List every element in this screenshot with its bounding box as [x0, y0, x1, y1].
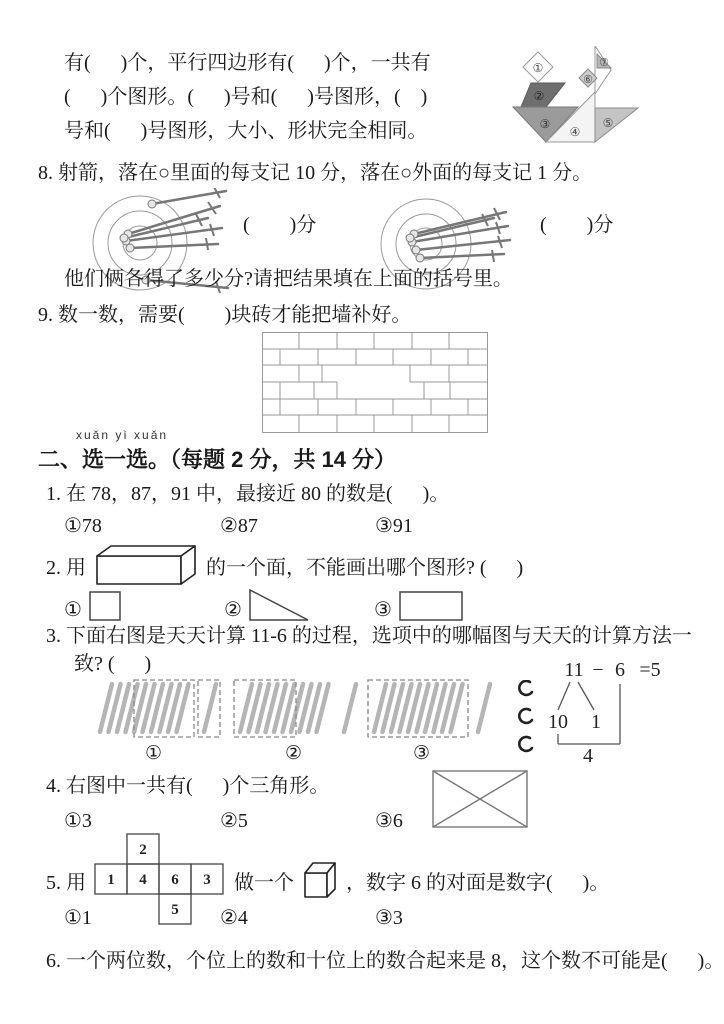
q2-options [64, 588, 464, 622]
rectangle-with-diagonals-image [432, 770, 528, 828]
q6-text: 6. 一个两位数，个位上的数和十位上的数合起来是 8，这个数不可能是( )。 [46, 950, 724, 972]
q4-option-2: ②5 [220, 810, 248, 832]
q1-option-3: ③91 [375, 515, 413, 537]
bond-minus-sign: − [592, 659, 604, 681]
sticks [240, 684, 356, 732]
q2-option-2-label: ② [224, 599, 242, 621]
tangram-label-6: ⑥ [583, 74, 593, 86]
q2-text-suffix: 的一个面，不能画出哪个图形? ( ) [206, 556, 524, 579]
sticks-option-3-label: ③ [413, 743, 431, 764]
bond-subtrahend: 6 [615, 659, 625, 681]
q2-option-1-label: ① [64, 599, 82, 621]
q5-option-1: ①1 [64, 907, 92, 929]
q1-text: 1. 在 78，87，91 中，最接近 80 的数是( )。 [46, 483, 450, 505]
tangram-figure [508, 46, 642, 148]
rectangle-shape [398, 590, 464, 622]
cube-icon [302, 860, 338, 900]
cuboid-icon [94, 543, 198, 587]
q2-option-3-label: ③ [374, 599, 392, 621]
arrows-right [410, 212, 510, 258]
q8-text: 8. 射箭，落在○里面的每支记 10 分，落在○外面的每支记 1 分。 [38, 162, 593, 184]
tangram-label-3: ③ [539, 117, 551, 131]
q2-option-3 [374, 588, 464, 622]
q2-option-1 [64, 588, 224, 622]
tangram-label-5: ⑤ [602, 116, 614, 130]
sticks-option-3-image [366, 678, 496, 740]
tangram-label-7: ⑦ [599, 57, 609, 69]
q3-text-line1: 3. 下面右图是天天计算 11-6 的过程，选项中的哪幅图与天天的计算方法一 [46, 625, 692, 647]
question-7-continuation [64, 46, 431, 148]
net-cell-4: 3 [203, 872, 211, 888]
q7-line-3: 号和( )号图形，大小、形状完全相同。 [64, 120, 428, 142]
q5-option-2: ②4 [220, 907, 248, 929]
bond-result-four: 4 [583, 745, 593, 767]
q7-line-2: ( )个图形。( )号和( )号图形，( ) [64, 86, 428, 108]
tangram-head [595, 46, 611, 94]
q9-text: 9. 数一数，需要( )块砖才能把墙补好。 [38, 304, 412, 326]
q4-option-3: ③6 [375, 810, 403, 832]
q4-option-1: ①3 [64, 810, 92, 832]
tangram-label-4: ④ [569, 125, 581, 139]
sticks-option-2-label: ② [285, 743, 303, 764]
tangram-label-1: ① [532, 61, 544, 75]
net-cell-1: 1 [107, 872, 115, 888]
right-triangle-shape [248, 588, 310, 622]
q2-option-2 [224, 588, 374, 622]
number-bond-diagram [538, 656, 688, 768]
section2-pinyin: xuǎn yì xuǎn [76, 428, 169, 442]
q4-text: 4. 右图中一共有( )个三角形。 [46, 775, 330, 797]
tangram-label-2: ② [533, 89, 545, 103]
bond-minuend: 11 [564, 659, 584, 681]
score-blank-right: ( )分 [540, 214, 614, 236]
q7-line-1: 有( )个，平行四边形有( )个，一共有 [64, 52, 431, 74]
net-cell-top: 2 [139, 842, 147, 858]
target-ring-middle [396, 214, 456, 274]
q1-option-1: ①78 [64, 515, 102, 537]
brick-wall-image [262, 332, 488, 433]
sticks-option-1-label: ① [145, 743, 163, 764]
q1-option-2: ②87 [220, 515, 258, 537]
sticks-option-1-image [92, 678, 222, 740]
section2-title: 二、选一选。（每题 2 分，共 14 分） [38, 447, 397, 472]
q5-options [64, 905, 403, 930]
bond-part-one: 1 [591, 711, 601, 733]
square-shape [88, 590, 122, 622]
sticks [374, 684, 490, 732]
net-cell-3: 6 [171, 872, 179, 888]
q5-option-3: ③3 [375, 907, 403, 929]
q1-options [64, 513, 413, 538]
q3-text-line2: 致? ( ) [74, 653, 152, 675]
q5-text-mid: 做一个 [234, 871, 294, 894]
q5-text-suffix: ，数字 6 的对面是数字( )。 [346, 871, 610, 894]
spiral-binding-icon [516, 680, 536, 756]
score-blank-left: ( )分 [243, 214, 317, 236]
q2-text-prefix: 2. 用 [46, 556, 86, 579]
bond-part-ten: 10 [548, 711, 568, 733]
net-cell-bottom: 5 [171, 902, 179, 918]
sticks-option-2-image [232, 678, 362, 740]
net-cell-2: 4 [139, 872, 147, 888]
q5-text-prefix: 5. 用 [46, 871, 86, 894]
tangram-piece-5 [595, 108, 638, 142]
q8-note: 他们俩各得了多少分?请把结果填在上面的括号里。 [64, 268, 513, 290]
q2-row [46, 543, 523, 587]
bond-equals-result: =5 [639, 659, 661, 681]
